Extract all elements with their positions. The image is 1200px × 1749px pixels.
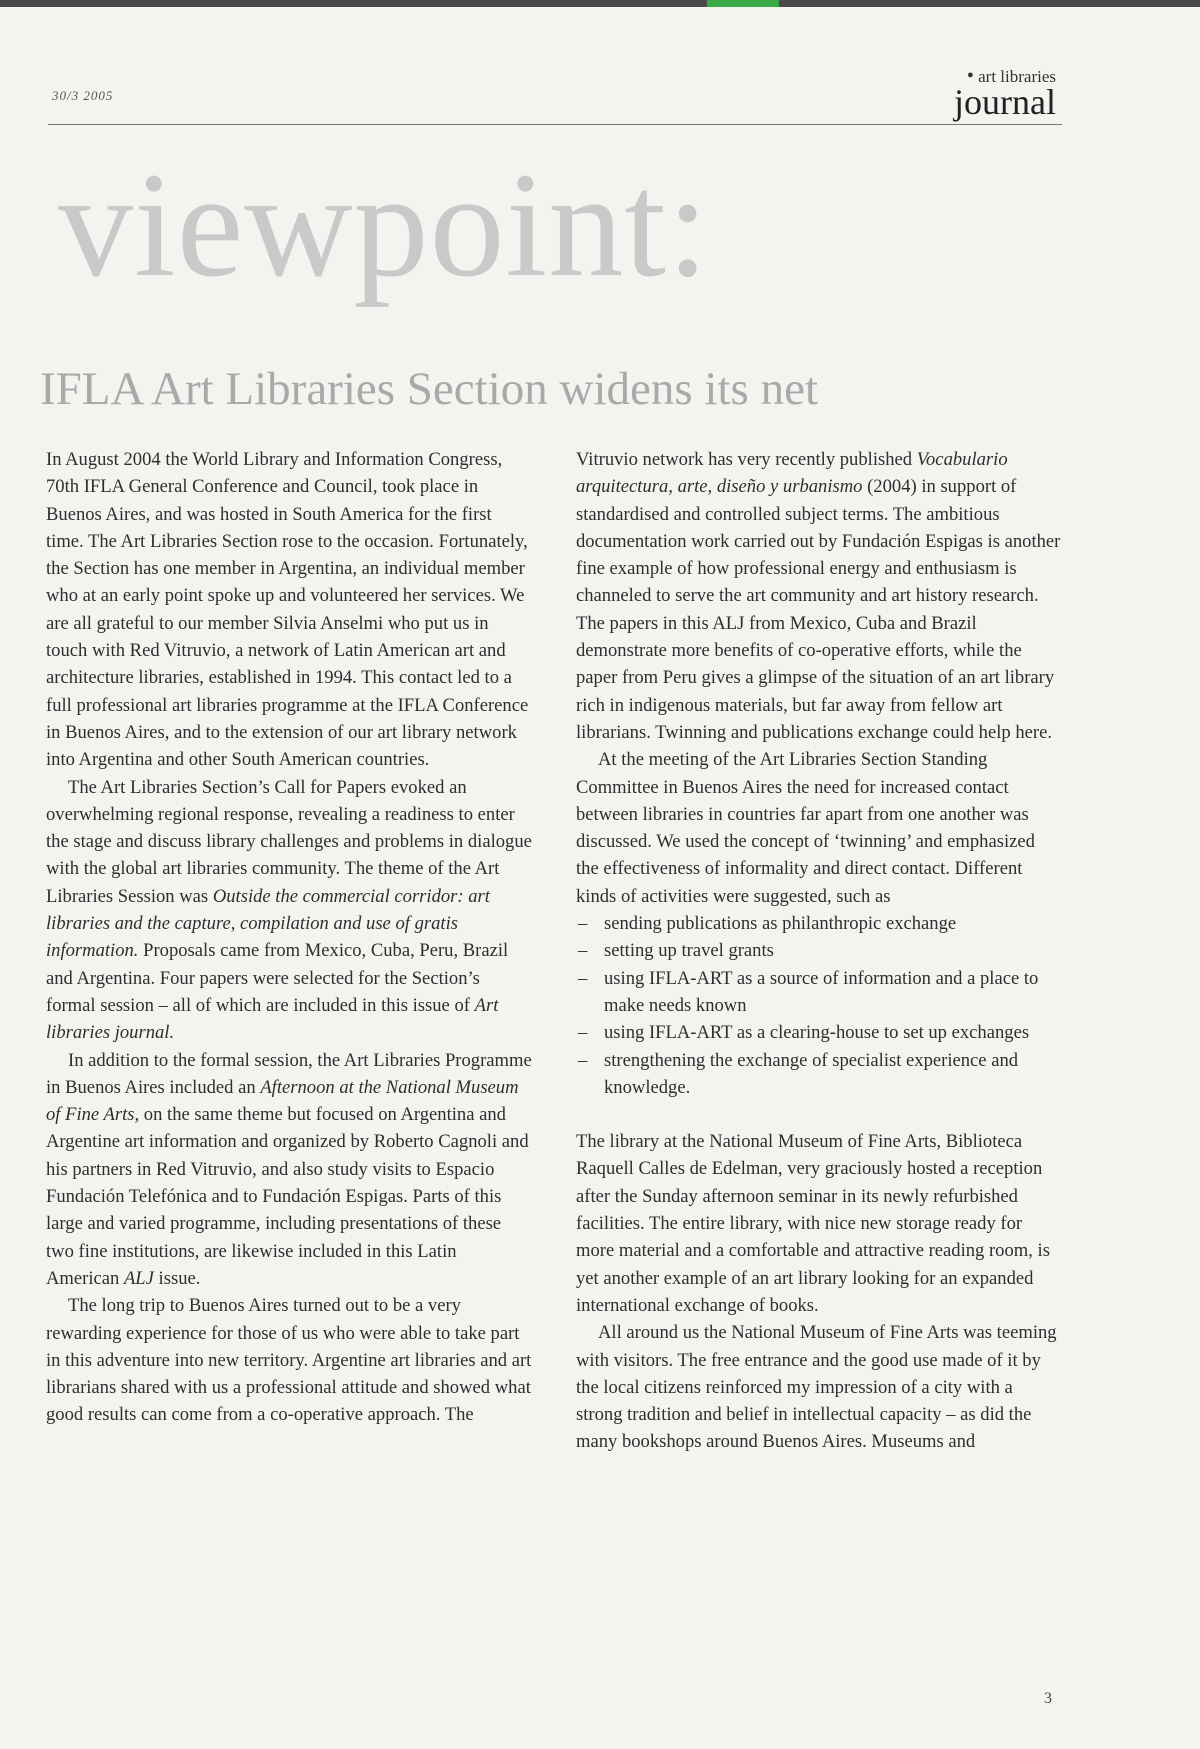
left-p3-text-b: on the same theme but focused on Argentina and Argentine art information and organized by Roberto Cagnoli and his partners in Red Vitruvio, and also study visits to Espacio Fundación Telefónica and to Fundación Espigas. Parts of this large and varied programme, including presentations of these two fine institutions, are likewise included in this Latin American xyxy=(46,1104,529,1289)
logo-main-text: journal xyxy=(954,82,1056,122)
session-theme: Outside the commercial corridor: art libraries and the capture, compilation and use of gratis information. xyxy=(46,885,490,962)
list-item: – sending publications as philanthropic exchange xyxy=(576,910,1062,937)
top-border-accent xyxy=(707,0,779,7)
activity-list xyxy=(576,910,1062,1101)
alj-abbrev: ALJ xyxy=(123,1267,154,1289)
event-title: Afternoon at the National Museum of Fine Arts, xyxy=(46,1076,519,1126)
book-title: Vocabulario arquitectura, arte, diseño y urbanismo xyxy=(576,449,1008,498)
left-paragraph-2 xyxy=(46,774,532,1047)
header-rule xyxy=(48,124,1062,125)
right-column xyxy=(576,446,1062,1456)
list-item: – using IFLA-ART as a source of information and a place to make needs known xyxy=(576,965,1062,1020)
list-item: – strengthening the exchange of specialist experience and knowledge. xyxy=(576,1047,1062,1102)
journal-logo xyxy=(954,66,1056,120)
journal-title: Art libraries journal. xyxy=(46,994,499,1044)
page-number: 3 xyxy=(1044,1690,1052,1707)
left-p3-text-a: In addition to the formal session, the Art Libraries Programme in Buenos Aires included an xyxy=(46,1049,532,1098)
left-p3-text-c: issue. xyxy=(153,1267,201,1289)
right-paragraph-4: All around us the National Museum of Fine Arts was teeming with visitors. The free entrance and the good use made of it by the local citizens reinforced my impression of a city with a strong tradition and belief in intellectual capacity – as did the many bookshops around Buenos Aires. Museums and xyxy=(576,1322,1057,1453)
list-item: – using IFLA-ART as a clearing-house to set up exchanges xyxy=(576,1019,1062,1046)
logo-dot-icon: • xyxy=(966,65,974,87)
article-subtitle: IFLA Art Libraries Section widens its net xyxy=(40,363,819,415)
left-p2-text-a: The Art Libraries Section’s Call for Papers evoked an overwhelming regional response, revealing a readiness to enter the stage and discuss library challenges and problems in dialogue with the global art libraries community. The theme of the Art Libraries Session was xyxy=(46,776,532,907)
list-item: – setting up travel grants xyxy=(576,937,1062,964)
left-paragraph-1: In August 2004 the World Library and Information Congress, 70th IFLA General Conference and Council, took place in Buenos Aires, and was hosted in South America for the first time. The Art Libraries Section rose to the occasion. Fortunately, the Section has one member in Argentina, an individual member who at an early point spoke up and volunteered her services. We are all grateful to our member Silvia Anselmi who put us in touch with Red Vitruvio, a network of Latin American art and architecture libraries, established in 1994. This contact led to a full professional art libraries programme at the IFLA Conference in Buenos Aires, and to the extension of our art library network into Argentina and other South American countries. xyxy=(46,449,529,771)
right-p1-text-a: Vitruvio network has very recently published xyxy=(576,449,917,470)
logo-top-text: art libraries xyxy=(978,67,1056,86)
issue-number: 30/3 2005 xyxy=(52,88,114,103)
left-p2-text-b: Proposals came from Mexico, Cuba, Peru, Brazil and Argentina. Four papers were selected for the Section’s formal session – all of which are included in this issue of xyxy=(46,940,509,1016)
left-paragraph-3 xyxy=(46,1047,532,1293)
right-p1-text-b: (2004) in support of standardised and controlled subject terms. The ambitious documentation work carried out by Fundación Espigas is another fine example of how professional energy and enthusiasm is channeled to serve the art community and art history research. The papers in this ALJ from Mexico, Cuba and Brazil demonstrate more benefits of co-operative efforts, while the paper from Peru gives a glimpse of the situation of an art library rich in indigenous materials, but far away from fellow art librarians. Twinning and publications exchange could help here. xyxy=(576,476,1061,743)
left-paragraph-4: The long trip to Buenos Aires turned out to be a very rewarding experience for those of us who were able to take part in this adventure into new territory. Argentine art libraries and art librarians shared with us a professional attitude and showed what good results can come from a co-operative approach. The xyxy=(46,1295,532,1426)
left-column xyxy=(46,446,532,1429)
right-paragraph-1 xyxy=(576,446,1062,746)
section-title: viewpoint: xyxy=(58,142,710,308)
right-paragraph-2: At the meeting of the Art Libraries Section Standing Committee in Buenos Aires the need for increased contact between libraries in countries far apart from one another was discussed. We used the concept of ‘twinning’ and emphasized the effectiveness of informality and direct contact. Different kinds of activities were suggested, such as xyxy=(576,749,1035,907)
paragraph-gap xyxy=(576,1101,1062,1128)
right-paragraph-3: The library at the National Museum of Fine Arts, Biblioteca Raquell Calles de Edelman, very graciously hosted a reception after the Sunday afternoon seminar in its newly refurbished facilities. The entire library, with nice new storage ready for more material and a comfortable and attractive reading room, is yet another example of an art library looking for an expanded international exchange of books. xyxy=(576,1131,1050,1316)
top-border xyxy=(0,0,1200,7)
